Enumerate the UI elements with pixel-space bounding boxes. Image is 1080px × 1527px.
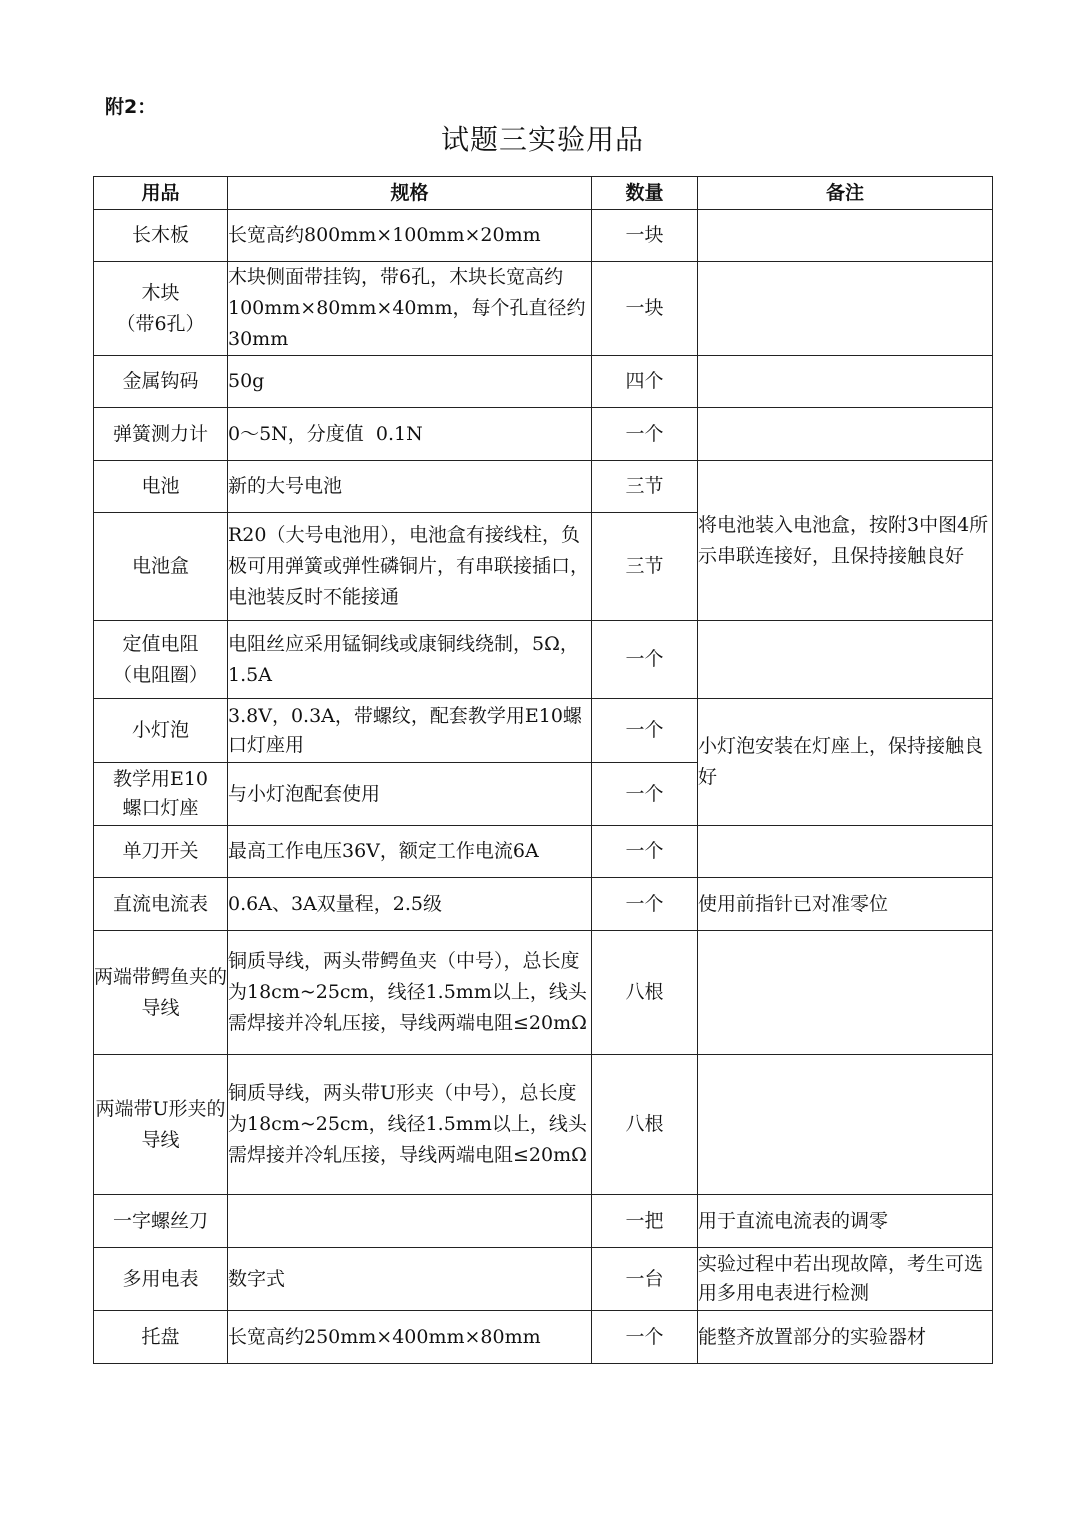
item-note: [698, 356, 993, 408]
item-quantity: 一个: [592, 878, 698, 931]
item-spec: 与小灯泡配套使用: [228, 763, 592, 826]
table-header-row: [94, 177, 993, 210]
item-quantity: 一块: [592, 262, 698, 356]
table-row: [94, 1055, 993, 1195]
item-quantity: 一块: [592, 210, 698, 262]
table-row: [94, 262, 993, 356]
item-quantity: 三节: [592, 513, 698, 621]
item-name: 教学用E10 螺口灯座: [94, 763, 228, 826]
item-note: 能整齐放置部分的实验器材: [698, 1311, 993, 1364]
item-quantity: 三节: [592, 461, 698, 513]
item-name: 电池: [94, 461, 228, 513]
supplies-table: [93, 176, 993, 1364]
item-name: 小灯泡: [94, 699, 228, 763]
table-row: [94, 699, 993, 763]
item-spec: 最高工作电压36V，额定工作电流6A: [228, 826, 592, 878]
item-name: 多用电表: [94, 1248, 228, 1311]
column-header-spec: 规格: [228, 177, 592, 210]
item-note: [698, 262, 993, 356]
item-spec: 50g: [228, 356, 592, 408]
item-quantity: 一个: [592, 763, 698, 826]
table-row: [94, 210, 993, 262]
item-name: 长木板: [94, 210, 228, 262]
item-name: 单刀开关: [94, 826, 228, 878]
table-row: [94, 878, 993, 931]
item-spec: 0.6A、3A双量程，2.5级: [228, 878, 592, 931]
column-header-quantity: 数量: [592, 177, 698, 210]
item-quantity: 一个: [592, 408, 698, 461]
item-spec: 新的大号电池: [228, 461, 592, 513]
item-spec: [228, 1195, 592, 1248]
item-spec: 铜质导线，两头带U形夹（中号），总长度为18cm~25cm，线径1.5mm以上，线头需焊接并冷轧压接，导线两端电阻≤20mΩ: [228, 1055, 592, 1195]
item-quantity: 一把: [592, 1195, 698, 1248]
item-name: 一字螺丝刀: [94, 1195, 228, 1248]
item-quantity: 八根: [592, 1055, 698, 1195]
item-quantity: 一个: [592, 699, 698, 763]
item-note: [698, 1055, 993, 1195]
item-note: [698, 408, 993, 461]
item-name: 金属钩码: [94, 356, 228, 408]
item-quantity: 一台: [592, 1248, 698, 1311]
item-name: 定值电阻 （电阻圈）: [94, 621, 228, 699]
item-spec: 3.8V，0.3A，带螺纹，配套教学用E10螺口灯座用: [228, 699, 592, 763]
item-name: 弹簧测力计: [94, 408, 228, 461]
item-quantity: 一个: [592, 826, 698, 878]
item-quantity: 一个: [592, 621, 698, 699]
table-row: [94, 461, 993, 513]
item-note: [698, 931, 993, 1055]
item-quantity: 四个: [592, 356, 698, 408]
item-quantity: 一个: [592, 1311, 698, 1364]
item-quantity: 八根: [592, 931, 698, 1055]
table-row: [94, 621, 993, 699]
item-spec: 0～5N，分度值 0.1N: [228, 408, 592, 461]
table-row: [94, 1195, 993, 1248]
item-spec: 长宽高约250mm×400mm×80mm: [228, 1311, 592, 1364]
table-row: [94, 931, 993, 1055]
item-spec: 长宽高约800mm×100mm×20mm: [228, 210, 592, 262]
table-row: [94, 408, 993, 461]
item-spec: R20（大号电池用），电池盒有接线柱，负极可用弹簧或弹性磷铜片，有串联接插口，电池装反时不能接通: [228, 513, 592, 621]
item-note: 用于直流电流表的调零: [698, 1195, 993, 1248]
item-spec: 铜质导线，两头带鳄鱼夹（中号），总长度为18cm~25cm，线径1.5mm以上，线头需焊接并冷轧压接，导线两端电阻≤20mΩ: [228, 931, 592, 1055]
item-spec: 数字式: [228, 1248, 592, 1311]
item-name: 直流电流表: [94, 878, 228, 931]
item-note-merged: 小灯泡安装在灯座上，保持接触良好: [698, 699, 993, 826]
item-note-merged: 将电池装入电池盒，按附3中图4所示串联连接好，且保持接触良好: [698, 461, 993, 621]
table-row: [94, 1248, 993, 1311]
table-row: [94, 1311, 993, 1364]
table-row: [94, 826, 993, 878]
item-note: [698, 826, 993, 878]
item-name: 木块 （带6孔）: [94, 262, 228, 356]
table-row: [94, 356, 993, 408]
item-spec: 电阻丝应采用锰铜线或康铜线绕制，5Ω，1.5A: [228, 621, 592, 699]
item-note: [698, 621, 993, 699]
item-spec: 木块侧面带挂钩，带6孔，木块长宽高约100mm×80mm×40mm，每个孔直径约30mm: [228, 262, 592, 356]
column-header-note: 备注: [698, 177, 993, 210]
attachment-label: 附2：: [105, 96, 157, 118]
item-note: [698, 210, 993, 262]
item-name: 两端带鳄鱼夹的导线: [94, 931, 228, 1055]
column-header-item: 用品: [94, 177, 228, 210]
item-note: 使用前指针已对准零位: [698, 878, 993, 931]
page-title: 试题三实验用品: [440, 123, 644, 156]
item-name: 电池盒: [94, 513, 228, 621]
item-name: 两端带U形夹的导线: [94, 1055, 228, 1195]
item-note: 实验过程中若出现故障，考生可选用多用电表进行检测: [698, 1248, 993, 1311]
item-name: 托盘: [94, 1311, 228, 1364]
